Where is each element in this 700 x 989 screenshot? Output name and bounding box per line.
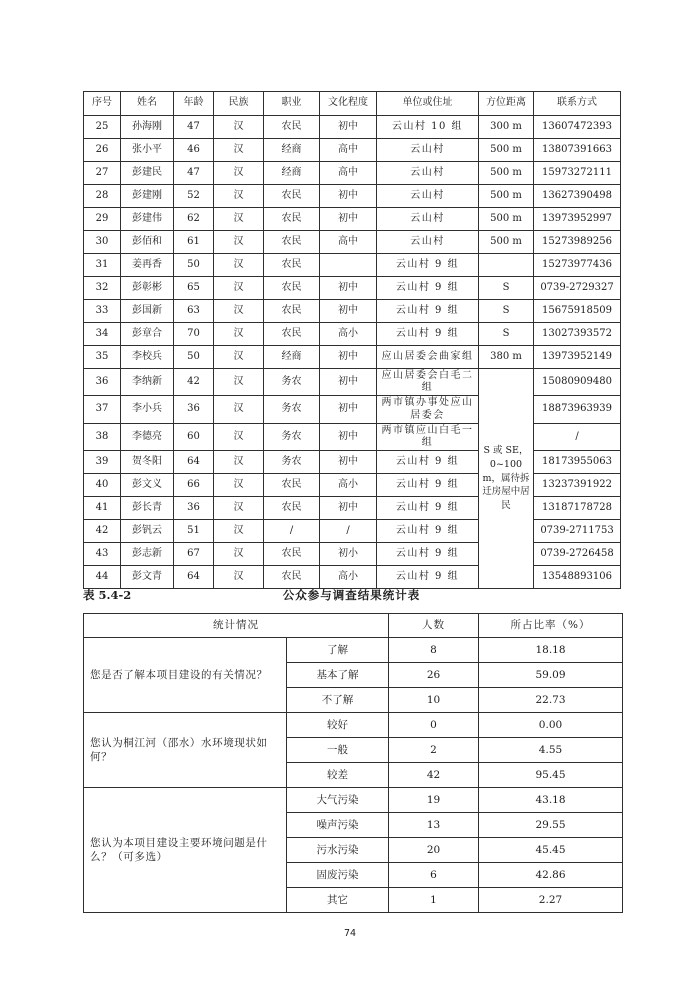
table-cell: 35 <box>84 346 121 369</box>
table-cell: 云山村 <box>377 139 479 162</box>
table-cell: 彭建民 <box>121 162 174 185</box>
table-cell: 李校兵 <box>121 346 174 369</box>
table-cell: 农民 <box>264 566 320 589</box>
table-cell: / <box>320 520 377 543</box>
survey-count-cell: 20 <box>389 838 479 863</box>
column-header-count: 人数 <box>389 614 479 638</box>
table-cell: 应山居委会白毛二组 <box>377 369 479 396</box>
table-cell: 47 <box>174 162 214 185</box>
survey-table-header <box>84 614 623 638</box>
table-cell: S <box>479 277 534 300</box>
survey-count-cell: 1 <box>389 888 479 913</box>
table-cell: 初中 <box>320 185 377 208</box>
table-cell: 云山村 10 组 <box>377 116 479 139</box>
table-cell: 30 <box>84 231 121 254</box>
survey-option-cell: 大气污染 <box>287 788 389 813</box>
column-header-contact: 联系方式 <box>534 92 621 116</box>
table-cell: 380 m <box>479 346 534 369</box>
table-cell: 云山村 9 组 <box>377 277 479 300</box>
survey-percent-cell: 2.27 <box>479 888 623 913</box>
survey-count-cell: 42 <box>389 763 479 788</box>
table-cell: 64 <box>174 451 214 474</box>
table-cell: 汉 <box>214 543 264 566</box>
table-cell: 43 <box>84 543 121 566</box>
table-cell: 41 <box>84 497 121 520</box>
survey-question-cell: 您认为桐江河（邵水）水环境现状如何？ <box>84 713 287 788</box>
survey-count-cell: 8 <box>389 638 479 663</box>
table-caption <box>83 587 620 603</box>
column-header-age: 年龄 <box>174 92 214 116</box>
page-number: 74 <box>343 928 357 939</box>
column-header-occupation: 职业 <box>264 92 320 116</box>
table-cell: 孙海刚 <box>121 116 174 139</box>
survey-percent-cell: 45.45 <box>479 838 623 863</box>
table-cell: 15080909480 <box>534 369 621 396</box>
table-cell: 500 m <box>479 185 534 208</box>
table-row <box>84 185 621 208</box>
table-cell: 汉 <box>214 474 264 497</box>
column-header-education: 文化程度 <box>320 92 377 116</box>
table-cell: 务农 <box>264 451 320 474</box>
table-row <box>84 162 621 185</box>
table-row <box>84 116 621 139</box>
table-cell: 李小兵 <box>121 396 174 423</box>
table-cell: 汉 <box>214 423 264 450</box>
table-cell: 农民 <box>264 254 320 277</box>
table-cell: 300 m <box>479 116 534 139</box>
table-caption-label: 表 5.4-2 <box>83 588 132 602</box>
survey-percent-cell: 0.00 <box>479 713 623 738</box>
table-cell: 彭建伟 <box>121 208 174 231</box>
table-cell: 姜再香 <box>121 254 174 277</box>
table-cell: / <box>534 423 621 450</box>
table-row <box>84 566 621 589</box>
table-cell: 39 <box>84 451 121 474</box>
table-cell: 汉 <box>214 254 264 277</box>
table-cell: 汉 <box>214 566 264 589</box>
table-row <box>84 713 623 738</box>
survey-option-cell: 噪声污染 <box>287 813 389 838</box>
table-cell: 26 <box>84 139 121 162</box>
survey-percent-cell: 29.55 <box>479 813 623 838</box>
table-row <box>84 139 621 162</box>
survey-count-cell: 2 <box>389 738 479 763</box>
table-cell: 汉 <box>214 497 264 520</box>
table-cell: 50 <box>174 254 214 277</box>
table-cell: 18173955063 <box>534 451 621 474</box>
table-cell: 汉 <box>214 116 264 139</box>
table-cell: 汉 <box>214 300 264 323</box>
table-cell: 汉 <box>214 139 264 162</box>
table-row <box>84 788 623 813</box>
table-cell: 25 <box>84 116 121 139</box>
table-cell: 云山村 <box>377 162 479 185</box>
survey-table <box>83 613 623 913</box>
survey-option-cell: 了解 <box>287 638 389 663</box>
table-cell: 初中 <box>320 423 377 450</box>
survey-count-cell: 10 <box>389 688 479 713</box>
table-cell: 汉 <box>214 396 264 423</box>
survey-percent-cell: 59.09 <box>479 663 623 688</box>
table-cell: 彭章合 <box>121 323 174 346</box>
table-cell: 62 <box>174 208 214 231</box>
table-cell: 38 <box>84 423 121 450</box>
table-cell: 彭长青 <box>121 497 174 520</box>
survey-count-cell: 0 <box>389 713 479 738</box>
survey-percent-cell: 42.86 <box>479 863 623 888</box>
table-cell: 农民 <box>264 497 320 520</box>
table-cell: 经商 <box>264 162 320 185</box>
table-cell: 13973952997 <box>534 208 621 231</box>
table-cell: 彭国新 <box>121 300 174 323</box>
table-cell: 31 <box>84 254 121 277</box>
table-caption-title: 公众参与调查结果统计表 <box>282 588 421 602</box>
table-cell: 云山村 <box>377 208 479 231</box>
table-cell: 36 <box>84 369 121 396</box>
header-row <box>84 614 623 638</box>
survey-count-cell: 6 <box>389 863 479 888</box>
table-cell: 13627390498 <box>534 185 621 208</box>
table-cell: 彭文义 <box>121 474 174 497</box>
table-cell: 64 <box>174 566 214 589</box>
table-cell: 50 <box>174 346 214 369</box>
table-cell: 500 m <box>479 208 534 231</box>
table-cell: 农民 <box>264 185 320 208</box>
table-cell: 51 <box>174 520 214 543</box>
table-cell: 15273989256 <box>534 231 621 254</box>
table-cell: 彭志新 <box>121 543 174 566</box>
table-cell: 高中 <box>320 162 377 185</box>
table-row <box>84 474 621 497</box>
table-cell: 36 <box>174 396 214 423</box>
table-cell <box>479 254 534 277</box>
survey-percent-cell: 43.18 <box>479 788 623 813</box>
table-row <box>84 396 621 423</box>
table-cell: 60 <box>174 423 214 450</box>
table-row <box>84 497 621 520</box>
table-cell: 46 <box>174 139 214 162</box>
table-cell: 云山村 <box>377 231 479 254</box>
survey-option-cell: 一般 <box>287 738 389 763</box>
table-cell: 张小平 <box>121 139 174 162</box>
table-row <box>84 323 621 346</box>
table-cell: 42 <box>84 520 121 543</box>
survey-question-cell: 您认为本项目建设主要环境问题是什么？（可多选） <box>84 788 287 913</box>
column-header-statistics: 统计情况 <box>84 614 389 638</box>
survey-option-cell: 较好 <box>287 713 389 738</box>
table-cell: 务农 <box>264 396 320 423</box>
table-cell: 云山村 9 组 <box>377 323 479 346</box>
table-cell: 0739-2711753 <box>534 520 621 543</box>
table-cell: 15675918509 <box>534 300 621 323</box>
table-row <box>84 423 621 450</box>
table-row <box>84 231 621 254</box>
table-cell: 63 <box>174 300 214 323</box>
table-cell: 27 <box>84 162 121 185</box>
column-header-ethnicity: 民族 <box>214 92 264 116</box>
survey-option-cell: 较差 <box>287 763 389 788</box>
table-cell: 高小 <box>320 323 377 346</box>
table-cell: 汉 <box>214 520 264 543</box>
table-cell: 彭文青 <box>121 566 174 589</box>
table-cell: 李纳新 <box>121 369 174 396</box>
table-cell: 汉 <box>214 346 264 369</box>
table-cell: 初中 <box>320 116 377 139</box>
table-cell: 汉 <box>214 162 264 185</box>
table-cell: 初中 <box>320 300 377 323</box>
table-cell: 52 <box>174 185 214 208</box>
survey-option-cell: 基本了解 <box>287 663 389 688</box>
table-cell: 农民 <box>264 277 320 300</box>
table-cell: 彭彰彬 <box>121 277 174 300</box>
table-cell: 高中 <box>320 139 377 162</box>
table-cell: 13237391922 <box>534 474 621 497</box>
table-cell: 农民 <box>264 543 320 566</box>
survey-percent-cell: 18.18 <box>479 638 623 663</box>
table-cell: 经商 <box>264 139 320 162</box>
table-cell: 67 <box>174 543 214 566</box>
table-row <box>84 520 621 543</box>
table-cell: 贺冬阳 <box>121 451 174 474</box>
respondent-table-body <box>84 116 621 589</box>
table-cell: 500 m <box>479 139 534 162</box>
table-cell: 农民 <box>264 231 320 254</box>
survey-option-cell: 污水污染 <box>287 838 389 863</box>
table-cell: 云山村 9 组 <box>377 497 479 520</box>
table-cell: 0739-2729327 <box>534 277 621 300</box>
table-cell: 汉 <box>214 323 264 346</box>
table-cell: 云山村 9 组 <box>377 520 479 543</box>
table-cell: 云山村 9 组 <box>377 543 479 566</box>
table-row <box>84 346 621 369</box>
table-cell: 汉 <box>214 231 264 254</box>
table-cell: 13187178728 <box>534 497 621 520</box>
table-cell: 云山村 <box>377 185 479 208</box>
table-cell: 13807391663 <box>534 139 621 162</box>
table-cell: 云山村 9 组 <box>377 300 479 323</box>
table-cell: 高中 <box>320 231 377 254</box>
table-row <box>84 208 621 231</box>
survey-percent-cell: 22.73 <box>479 688 623 713</box>
table-cell: 500 m <box>479 162 534 185</box>
table-cell: 彭佰和 <box>121 231 174 254</box>
column-header-distance: 方位距离 <box>479 92 534 116</box>
table-cell: 65 <box>174 277 214 300</box>
table-cell: 36 <box>174 497 214 520</box>
survey-count-cell: 26 <box>389 663 479 688</box>
table-cell: S <box>479 323 534 346</box>
survey-table-body <box>84 638 623 913</box>
table-cell: 初中 <box>320 277 377 300</box>
table-cell: 农民 <box>264 208 320 231</box>
table-cell: 农民 <box>264 474 320 497</box>
table-cell: 34 <box>84 323 121 346</box>
table-cell: 汉 <box>214 208 264 231</box>
table-cell: 务农 <box>264 423 320 450</box>
table-cell: 61 <box>174 231 214 254</box>
column-header-address: 单位或住址 <box>377 92 479 116</box>
table-cell: 云山村 9 组 <box>377 254 479 277</box>
column-header-percent: 所占比率（%） <box>479 614 623 638</box>
table-cell: 云山村 9 组 <box>377 474 479 497</box>
table-cell: 高小 <box>320 474 377 497</box>
survey-option-cell: 其它 <box>287 888 389 913</box>
table-cell: 高小 <box>320 566 377 589</box>
table-cell: 47 <box>174 116 214 139</box>
table-row <box>84 638 623 663</box>
table-cell: 务农 <box>264 369 320 396</box>
survey-question-cell: 您是否了解本项目建设的有关情况？ <box>84 638 287 713</box>
survey-count-cell: 13 <box>389 813 479 838</box>
table-cell: 两市镇办事处应山居委会 <box>377 396 479 423</box>
table-cell: 42 <box>174 369 214 396</box>
table-cell: 云山村 9 组 <box>377 566 479 589</box>
table-cell: 云山村 9 组 <box>377 451 479 474</box>
table-cell: 农民 <box>264 116 320 139</box>
table-cell: 29 <box>84 208 121 231</box>
respondent-table-header <box>84 92 621 116</box>
table-cell: 李德亮 <box>121 423 174 450</box>
table-cell: 汉 <box>214 185 264 208</box>
table-cell: 44 <box>84 566 121 589</box>
table-row <box>84 451 621 474</box>
table-cell: 15973272111 <box>534 162 621 185</box>
respondent-table <box>83 91 621 589</box>
table-cell: 33 <box>84 300 121 323</box>
table-cell <box>320 254 377 277</box>
table-cell: 32 <box>84 277 121 300</box>
table-cell: 初中 <box>320 369 377 396</box>
survey-percent-cell: 4.55 <box>479 738 623 763</box>
table-cell: 初中 <box>320 497 377 520</box>
header-row <box>84 92 621 116</box>
table-cell: 初中 <box>320 346 377 369</box>
table-row <box>84 543 621 566</box>
table-cell: S <box>479 300 534 323</box>
table-cell: 两市镇应山白毛一组 <box>377 423 479 450</box>
table-cell: 66 <box>174 474 214 497</box>
table-cell: 汉 <box>214 369 264 396</box>
table-cell: 初中 <box>320 451 377 474</box>
table-cell: 13973952149 <box>534 346 621 369</box>
table-cell: 经商 <box>264 346 320 369</box>
table-cell: 13548893106 <box>534 566 621 589</box>
table-cell: 彭建刚 <box>121 185 174 208</box>
table-row <box>84 277 621 300</box>
table-cell: 彭钒云 <box>121 520 174 543</box>
table-cell: 28 <box>84 185 121 208</box>
table-cell: 13027393572 <box>534 323 621 346</box>
table-cell: 汉 <box>214 451 264 474</box>
table-cell: 40 <box>84 474 121 497</box>
table-cell: 37 <box>84 396 121 423</box>
survey-option-cell: 固废污染 <box>287 863 389 888</box>
table-row <box>84 254 621 277</box>
table-cell: 500 m <box>479 231 534 254</box>
survey-percent-cell: 95.45 <box>479 763 623 788</box>
table-row <box>84 369 621 396</box>
table-cell: 0739-2726458 <box>534 543 621 566</box>
table-cell: 13607472393 <box>534 116 621 139</box>
column-header-name: 姓名 <box>121 92 174 116</box>
table-cell: 18873963939 <box>534 396 621 423</box>
survey-option-cell: 不了解 <box>287 688 389 713</box>
table-cell: 初中 <box>320 208 377 231</box>
table-row <box>84 300 621 323</box>
table-cell: 15273977436 <box>534 254 621 277</box>
table-cell: 70 <box>174 323 214 346</box>
table-cell: 初中 <box>320 396 377 423</box>
table-cell: / <box>264 520 320 543</box>
survey-count-cell: 19 <box>389 788 479 813</box>
table-cell: 农民 <box>264 323 320 346</box>
merged-distance-cell: S 或 SE，0~100 m，属待拆迁房屋中居民 <box>479 369 534 589</box>
table-cell: 初小 <box>320 543 377 566</box>
table-cell: 应山居委会曲家组 <box>377 346 479 369</box>
table-cell: 汉 <box>214 277 264 300</box>
table-cell: 农民 <box>264 300 320 323</box>
column-header-index: 序号 <box>84 92 121 116</box>
